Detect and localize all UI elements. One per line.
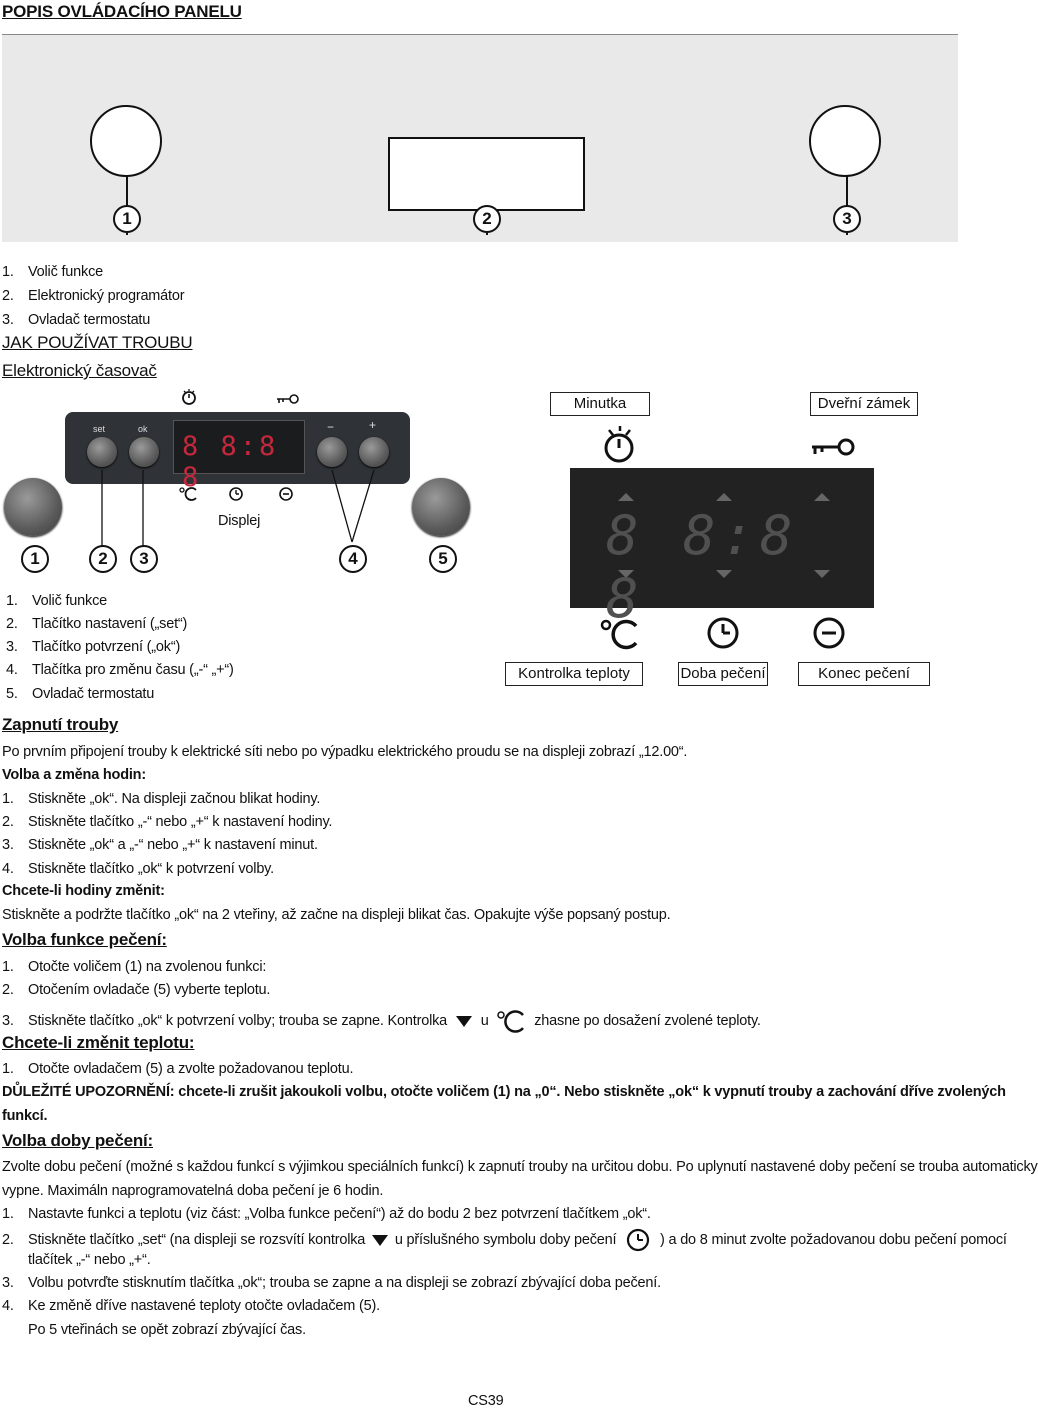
page-number: CS39 [468, 1393, 504, 1409]
temperature-icon [598, 616, 642, 657]
paragraph: Zvolte dobu pečení (možné s každou funkcí s výjimkou speciálních funkcí) k zapnutí trouby na určitou dobu. Po uplynutí nastavené doby pečení se trouba automaticky [2, 1159, 1038, 1175]
section-heading: Chcete-li změnit teplotu: [2, 1033, 195, 1052]
label-door-lock: Dveřní zámek [810, 392, 918, 416]
list-item: 1. Volič funkce [2, 264, 103, 280]
list-item: 3. Tlačítko potvrzení („ok“) [6, 639, 181, 655]
list-item: 3. Stiskněte tlačítko „ok“ k potvrzení volby; trouba se zapne. Kontrolka u zhasne po dosažení zvolené teploty. [2, 1010, 761, 1032]
paragraph: Po prvním připojení trouby k elektrické síti nebo po výpadku elektrického proudu se na displeji zobrazí „12.00“. [2, 744, 688, 760]
list-item: 1. Otočte ovladačem (5) a zvolte požadovanou teplotu. [2, 1061, 354, 1077]
list-item-continuation: Po 5 vteřinách se opět zobrazí zbývající čas. [28, 1322, 306, 1338]
control-panel-outline [2, 34, 958, 242]
callout-lines [0, 460, 480, 560]
subsection-heading: Volba a změna hodin: [2, 767, 146, 783]
large-display-digits: 8 8:8 8 [606, 504, 799, 630]
list-item: 2. Elektronický programátor [2, 288, 185, 304]
label-duration: Doba pečení [678, 662, 768, 686]
important-note: DŮLEŽITÉ UPOZORNĚNÍ: chcete-li zrušit jakoukoli volbu, otočte voličem (1) na „0“. Nebo stiskněte „ok“ k vypnutí trouby a zachování dříve zvolených [2, 1084, 1006, 1100]
list-item: 2. Stiskněte tlačítko „-“ nebo „+“ k nastavení hodiny. [2, 814, 333, 830]
list-item-continuation: tlačítek „-“ nebo „+“. [28, 1252, 151, 1268]
page-title: POPIS OVLÁDACÍHO PANELU [2, 2, 242, 21]
callout-3: 3 [833, 205, 861, 233]
list-item: 1. Volič funkce [6, 593, 107, 609]
temperature-icon [496, 1010, 526, 1032]
callout-4: 4 [339, 545, 367, 573]
section-heading: Elektronický časovač [2, 361, 157, 380]
list-item: 5. Ovladač termostatu [6, 686, 155, 702]
callout-1: 1 [21, 545, 49, 573]
list-item: 3. Stiskněte „ok“ a „-“ nebo „+“ k nastavení minut. [2, 837, 318, 853]
paragraph: vypne. Maximáln naprogramovatelná doba pečení je 6 hodin. [2, 1183, 384, 1199]
timer-icon [180, 388, 198, 411]
large-display [570, 468, 874, 630]
timer-icon [602, 424, 638, 469]
minus-label: − [327, 420, 335, 434]
section-heading: Zapnutí trouby [2, 715, 119, 734]
list-item: 4. Ke změně dříve nastavené teploty otočte ovladačem (5). [2, 1298, 380, 1314]
list-item: 4. Stiskněte tlačítko „ok“ k potvrzení volby. [2, 861, 274, 877]
label-end-time: Konec pečení [798, 662, 930, 686]
list-item: 3. Ovladač termostatu [2, 312, 151, 328]
indicator-triangle-icon [371, 1233, 389, 1247]
label-minutka: Minutka [550, 392, 650, 416]
callout-2: 2 [89, 545, 117, 573]
plus-label: + [369, 418, 377, 432]
important-note: funkcí. [2, 1108, 48, 1124]
key-icon [276, 392, 300, 410]
list-item: 1. Otočte voličem (1) na zvolenou funkci: [2, 959, 267, 975]
section-heading: JAK POUŽÍVAT TROUBU [2, 333, 193, 352]
list-item: 2. Otočením ovladače (5) vyberte teplotu. [2, 982, 271, 998]
list-item: 2. Tlačítko nastavení („set“) [6, 616, 188, 632]
section-heading: Volba funkce pečení: [2, 930, 167, 949]
display-digits: 8 8:8 8 [182, 431, 279, 493]
list-item: 4. Tlačítka pro změnu času („-“ „+“) [6, 662, 234, 678]
list-item: 2. Stiskněte tlačítko „set“ (na displeji se rozsvítí kontrolka u příslušného symbolu doby pečení ) a do 8 minut zvolte požadovanou dobu pečení pomocí [2, 1228, 1007, 1252]
subsection-heading: Chcete-li hodiny změnit: [2, 883, 165, 899]
programmer-display-outline [388, 137, 585, 211]
thermostat-knob [809, 105, 881, 177]
callout-2: 2 [473, 205, 501, 233]
paragraph: Stiskněte a podržte tlačítko „ok“ na 2 vteřiny, až začne na displeji blikat čas. Opakujte výše popsaný postup. [2, 907, 671, 923]
duration-icon [706, 616, 740, 655]
callout-5: 5 [429, 545, 457, 573]
set-label: set [93, 424, 106, 434]
ok-label: ok [138, 424, 148, 434]
duration-icon [624, 1228, 652, 1252]
key-icon [810, 436, 856, 463]
indicator-triangle-icon [455, 1014, 473, 1028]
list-item: 3. Volbu potvrďte stisknutím tlačítka „ok“; trouba se zapne a na displeji se zobrazí zbývající doba pečení. [2, 1275, 661, 1291]
callout-3: 3 [130, 545, 158, 573]
section-heading: Volba doby pečení: [2, 1131, 153, 1150]
callout-1: 1 [113, 205, 141, 233]
label-temp-indicator: Kontrolka teploty [505, 662, 643, 686]
display-label: Displej [218, 513, 261, 529]
end-time-icon [812, 616, 846, 655]
list-item: 1. Stiskněte „ok“. Na displeji začnou blikat hodiny. [2, 791, 321, 807]
function-selector-knob [90, 105, 162, 177]
list-item: 1. Nastavte funkci a teplotu (viz část: „Volba funkce pečení“) až do bodu 2 bez potvrzení tlačítkem „ok“. [2, 1206, 651, 1222]
